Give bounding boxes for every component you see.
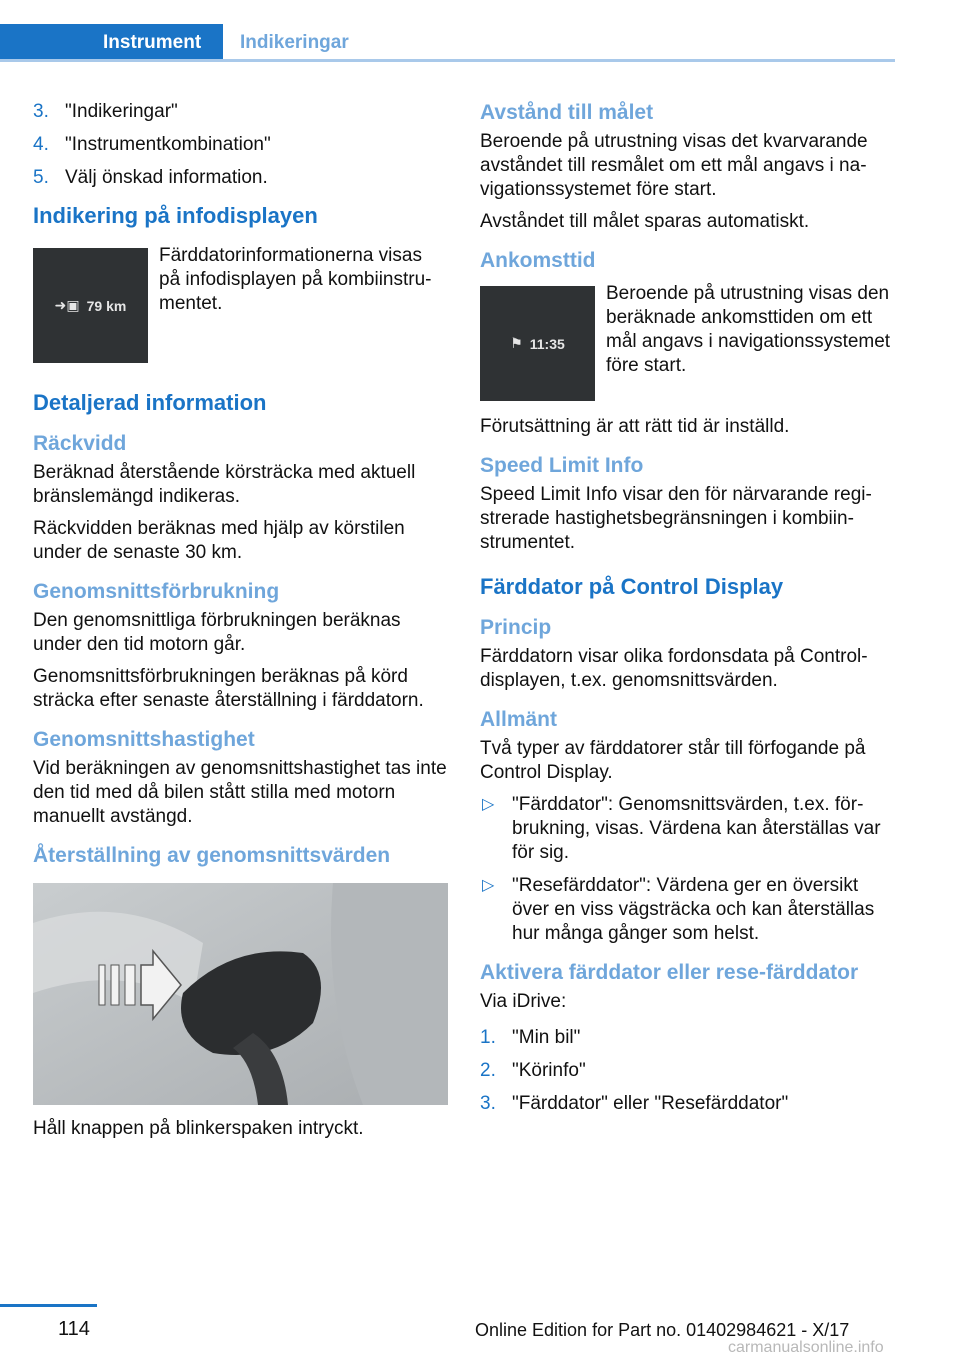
steps-list-left bbox=[33, 100, 448, 190]
arrival-display-image bbox=[480, 286, 595, 401]
fuel-range-icon: ➜▣ bbox=[54, 297, 80, 313]
consumption-paragraph-2: Genomsnittsförbrukningen beräknas på körd sträcka efter senaste återställning i färddatorn. bbox=[33, 666, 424, 711]
tab-indikeringar[interactable]: Indikeringar bbox=[240, 32, 349, 53]
heading-distance: Avstånd till målet bbox=[480, 101, 654, 124]
step-text: "Indikeringar" bbox=[65, 101, 178, 122]
heading-consumption: Genomsnittsförbrukning bbox=[33, 580, 280, 603]
heading-general: Allmänt bbox=[480, 708, 558, 731]
activate-paragraph-1: Via iDrive: bbox=[480, 991, 567, 1012]
heading-speed: Genomsnittshastighet bbox=[33, 728, 255, 751]
step-text: "Körinfo" bbox=[512, 1060, 586, 1081]
principle-paragraph-1: Färddatorn visar olika fordonsdata på Controldisplayen, t.ex. genomsnittsvärden. bbox=[480, 646, 868, 691]
general-paragraph-1: Två typer av färddatorer står till förfogande på Control Display. bbox=[480, 738, 866, 783]
heading-detail: Detaljerad information bbox=[33, 390, 267, 415]
range-display-value: 79 km bbox=[86, 297, 127, 314]
heading-infodisplay: Indikering på infodisplayen bbox=[33, 203, 318, 228]
step-text: "Färddator" eller "Resefärddator" bbox=[512, 1093, 789, 1114]
range-paragraph-2: Räckvidden beräknas med hjälp av körstilen under de senaste 30 km. bbox=[33, 518, 405, 563]
arrival-figure bbox=[480, 278, 895, 401]
heading-range: Räckvidd bbox=[33, 432, 127, 455]
list-item bbox=[33, 166, 448, 190]
arrival-paragraph-2: Förutsättning är att rätt tid är inställd. bbox=[480, 416, 790, 437]
bullet-list bbox=[480, 793, 895, 946]
bullet-text: "Färddator": Genomsnittsvärden, t.ex. förbrukning, visas. Värdena kan återställas var för sig. bbox=[512, 794, 881, 863]
step-number: 3. bbox=[33, 101, 49, 122]
list-item bbox=[33, 100, 448, 124]
step-text: "Instrumentkombination" bbox=[65, 134, 271, 155]
bullet-text: "Resefärddator": Värdena ger en översikt över en viss vägsträcka och kan återställas hur många gånger som helst. bbox=[512, 875, 875, 944]
left-column bbox=[33, 100, 448, 1149]
list-item bbox=[480, 1026, 895, 1050]
list-item bbox=[480, 1059, 895, 1083]
header-divider bbox=[0, 59, 895, 62]
destination-flag-icon: ⚑ bbox=[510, 335, 523, 351]
step-number: 1. bbox=[480, 1027, 496, 1048]
tab-instrument[interactable]: Instrument bbox=[0, 24, 223, 62]
speed-paragraph-1: Vid beräkningen av genomsnittshastighet tas inte den tid med då bilen stått stilla med motorn manuellt avstängd. bbox=[33, 758, 447, 827]
header-bar bbox=[0, 0, 895, 62]
arrival-text: Beroende på utrustning visas den beräknade ankomsttiden om ett mål angavs i navigationssystemet före start. bbox=[606, 283, 891, 376]
distance-paragraph-2: Avståndet till målet sparas automatiskt. bbox=[480, 211, 810, 232]
infodisplay-text: Färddatorinformationerna visas på infodisplayen på kombiinstrumentet. bbox=[159, 245, 432, 314]
heading-reset: Återställning av genomsnittsvärden bbox=[33, 844, 391, 867]
steps-list-right bbox=[480, 1026, 895, 1116]
arrival-display-value: 11:35 bbox=[529, 335, 565, 352]
triangle-bullet-icon: ▷ bbox=[482, 877, 495, 894]
reset-paragraph-1: Håll knappen på blinkerspaken intryckt. bbox=[33, 1118, 364, 1139]
step-number: 3. bbox=[480, 1093, 496, 1114]
consumption-paragraph-1: Den genomsnittliga förbrukningen beräknas under den tid motorn går. bbox=[33, 610, 401, 655]
step-text: "Min bil" bbox=[512, 1027, 581, 1048]
heading-activate: Aktivera färddator eller rese-färddator bbox=[480, 961, 859, 984]
distance-paragraph-1: Beroende på utrustning visas det kvarvarande avståndet till resmålet om ett mål angavs i navigationssystemet före start. bbox=[480, 131, 868, 200]
page-number: 114 bbox=[58, 1318, 90, 1340]
step-text: Välj önskad information. bbox=[65, 167, 268, 188]
heading-principle: Princip bbox=[480, 616, 552, 639]
list-item bbox=[480, 1092, 895, 1116]
list-item bbox=[33, 133, 448, 157]
edition-text: Online Edition for Part no. 01402984621 - X/17 bbox=[475, 1320, 850, 1340]
triangle-bullet-icon: ▷ bbox=[482, 796, 495, 813]
sli-paragraph-1: Speed Limit Info visar den för närvarande registrerade hastighetsbegränsningen i kombiinstrumentet. bbox=[480, 484, 872, 553]
watermark: carmanualsonline.info bbox=[728, 1339, 884, 1356]
heading-control-display: Färddator på Control Display bbox=[480, 574, 784, 599]
footer-divider bbox=[0, 1304, 97, 1307]
right-column bbox=[480, 100, 895, 1125]
heading-arrival: Ankomsttid bbox=[480, 249, 596, 272]
infodisplay-figure bbox=[33, 240, 448, 363]
step-number: 5. bbox=[33, 167, 49, 188]
list-item bbox=[480, 793, 895, 865]
turn-signal-lever-image bbox=[33, 883, 448, 1105]
step-number: 2. bbox=[480, 1060, 496, 1081]
step-number: 4. bbox=[33, 134, 49, 155]
heading-speed-limit-info: Speed Limit Info bbox=[480, 454, 644, 477]
range-display-image bbox=[33, 248, 148, 363]
range-paragraph-1: Beräknad återstående körsträcka med aktuell bränslemängd indikeras. bbox=[33, 462, 416, 507]
list-item bbox=[480, 874, 895, 946]
